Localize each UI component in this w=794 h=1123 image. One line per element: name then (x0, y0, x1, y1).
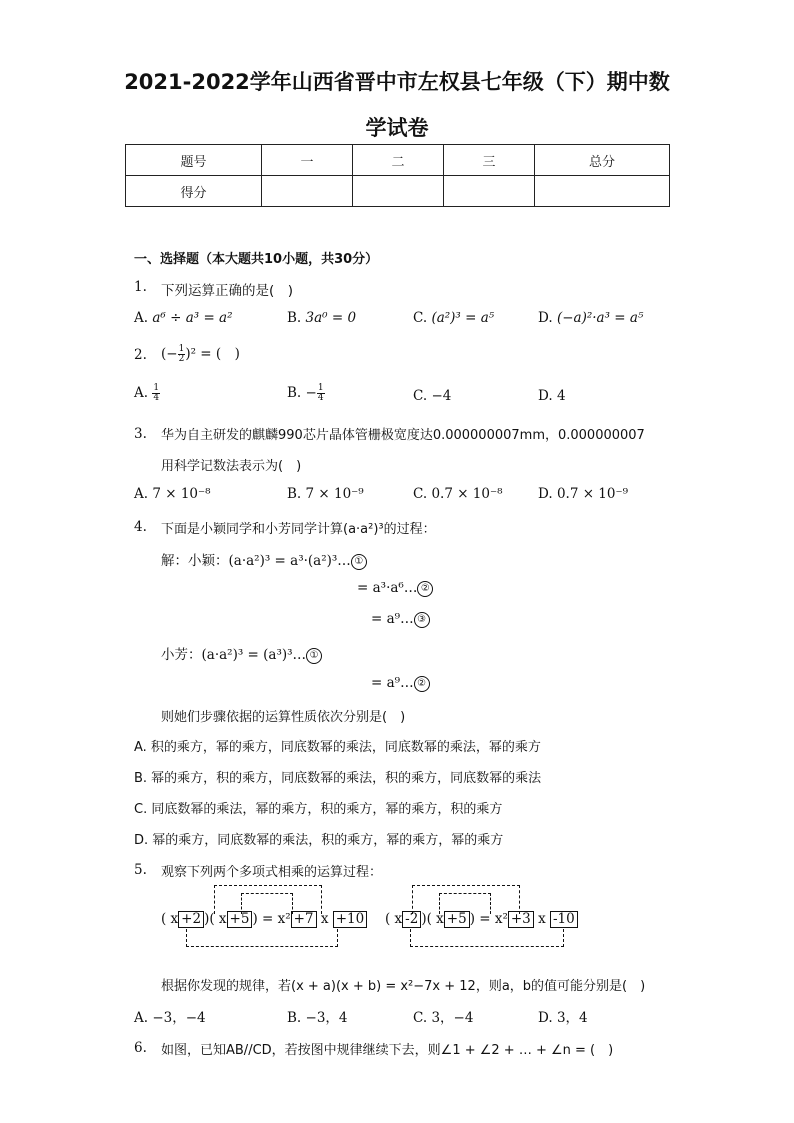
section-heading: 一、选择题（本大题共10小题，共30分） (134, 252, 379, 267)
option-c: C. 0.7 × 10⁻⁸ (413, 486, 503, 502)
option-d: D. (−a)²·a³ = a⁵ (538, 310, 644, 326)
score-table (125, 144, 670, 207)
question-number: 6. (134, 1040, 147, 1056)
question-number: 1. (134, 279, 147, 295)
option-a: A. a⁶ ÷ a³ = a² (134, 310, 233, 326)
term-box: +2 (178, 911, 204, 928)
question-stem-line2: 用科学记数法表示为( ) (161, 459, 302, 474)
option-d: D. 3，4 (538, 1010, 588, 1026)
option-a: A. −3，−4 (134, 1010, 206, 1026)
question-stem: 下列运算正确的是( ) (161, 283, 294, 299)
question-stem-line1: 华为自主研发的麒麟990芯片晶体管栅极宽度达0.000000007mm，0.000000007 (161, 428, 645, 443)
paper-title-line1: 2021-2022学年山西省晋中市左权县七年级（下）期中数 (124, 70, 670, 94)
question-number: 2. (134, 347, 147, 363)
option-b: B. 幂的乘方，积的乘方，同底数幂的乘法，积的乘方，同底数幂的乘法 (134, 771, 542, 786)
option-d: D. 0.7 × 10⁻⁹ (538, 486, 629, 502)
score-cell (444, 176, 535, 207)
option-b: B. 3a⁰ = 0 (287, 310, 357, 326)
table-cell: 三 (444, 145, 535, 176)
option-c: C. (a²)³ = a⁵ (413, 310, 495, 326)
term-box: +10 (333, 911, 368, 928)
option-b: B. − $\frac{1}{4}$ (287, 383, 324, 403)
dashed-connector (410, 929, 564, 947)
term-box: -2 (402, 911, 421, 928)
question-number: 3. (134, 426, 147, 442)
table-cell: 二 (353, 145, 444, 176)
option-c: C. 3，−4 (413, 1010, 474, 1026)
question-number: 5. (134, 862, 147, 878)
solution-step: 小芳：(a·a²)³ = (a³)³… ① (161, 643, 322, 664)
solution-step: = a⁹… ③ (371, 611, 430, 628)
option-c: C. 同底数幂的乘法，幂的乘方，积的乘方，幂的乘方，积的乘方 (134, 802, 503, 817)
option-b: B. 7 × 10⁻⁹ (287, 486, 364, 502)
question-stem: 下面是小颖同学和小芳同学计算(a·a²)³的过程： (161, 522, 436, 537)
option-a: A. 7 × 10⁻⁸ (134, 486, 211, 502)
option-d: D. 4 (538, 388, 566, 404)
question-rule: 根据你发现的规律，若(x + a)(x + b) = x²−7x + 12，则a，b的值可能分别是( ) (161, 979, 646, 994)
term-box: +5 (227, 911, 253, 928)
option-a: A. $\frac{1}{4}$ (134, 383, 160, 403)
term-box: +7 (291, 911, 317, 928)
formula-2: ( x -2 )( x +5 ) = x² +3 x -10 (385, 911, 578, 928)
score-cell (353, 176, 444, 207)
dashed-connector (186, 929, 338, 947)
paper-title-line2: 学试卷 (365, 116, 429, 140)
solution-step: = a³·a⁶… ② (357, 580, 433, 597)
table-cell: 总分 (535, 145, 670, 176)
option-d: D. 幂的乘方，同底数幂的乘法，积的乘方，幂的乘方，幂的乘方 (134, 833, 504, 848)
option-a: A. 积的乘方，幂的乘方，同底数幂的乘法，同底数幂的乘法，幂的乘方 (134, 740, 541, 755)
term-box: +5 (444, 911, 470, 928)
term-box: -10 (550, 911, 578, 928)
score-cell (535, 176, 670, 207)
option-b: B. −3，4 (287, 1010, 348, 1026)
solution-step: 解：小颖：(a·a²)³ = a³·(a²)³… ① (161, 549, 367, 570)
term-box: +3 (508, 911, 534, 928)
question-number: 4. (134, 519, 147, 535)
score-cell (262, 176, 353, 207)
table-cell: 得分 (126, 176, 262, 207)
table-cell: 题号 (126, 145, 262, 176)
question-stem: (− $\frac{1}{2}$ )² = ( ) (161, 344, 240, 364)
table-cell: 一 (262, 145, 353, 176)
table-row (126, 176, 670, 207)
question-stem: 观察下列两个多项式相乘的运算过程： (161, 865, 383, 880)
solution-step: = a⁹… ② (371, 675, 430, 692)
question-ask: 则她们步骤依据的运算性质依次分别是( ) (161, 710, 406, 725)
option-c: C. −4 (413, 388, 452, 404)
table-row (126, 145, 670, 176)
formula-1: ( x +2 )( x +5 ) = x² +7 x +10 (161, 911, 367, 928)
question-stem: 如图，已知AB//CD，若按图中规律继续下去，则∠1 + ∠2 + … + ∠n = ( ) (161, 1043, 614, 1058)
